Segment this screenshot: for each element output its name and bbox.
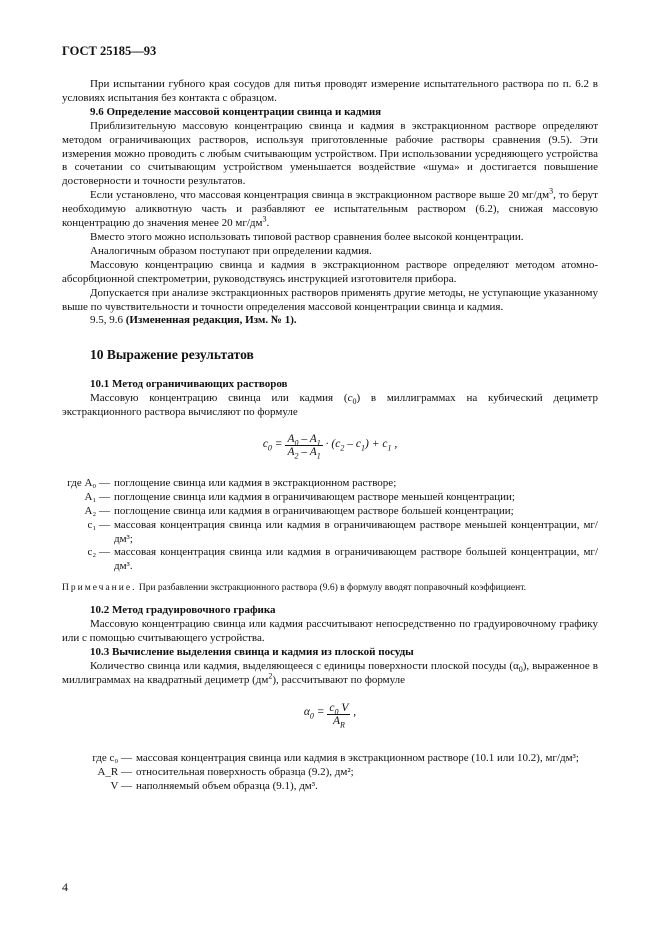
- definition-symbol: c₂ —: [87, 546, 110, 559]
- section-9-6-heading: 9.6 Определение массовой концентрации свинца и кадмия: [90, 105, 382, 118]
- definition-item: [62, 519, 598, 547]
- paragraph: Количество свинца или кадмия, выделяющееся с единицы поверхности плоской посуды $(\alpha_0)$, выраженное в миллиграммах на квадратный дециметр $(дм^2)$, рассчитывают по формуле: [62, 659, 598, 686]
- paragraph: Приблизительную массовую концентрацию свинца и кадмия в экстракционном растворе определяют методом ограничивающих растворов, используя приготовленные рабочие растворы сравнения (9.5). Эти измерения можно проводить с любым считывающим устройством. При использовании усредняющего устройства в сочетании со считывающим устройством уменьшается воздействие «шума» и достигается повышение достоверности и точности результатов.: [62, 119, 598, 188]
- paragraph: Аналогичным образом поступают при определении кадмия.: [90, 244, 372, 257]
- definition-symbol: где A₀ —: [67, 476, 110, 489]
- definition-symbol: c₁ —: [87, 518, 110, 531]
- note: Примечание. При разбавлении экстракционного раствора (9.6) в формулу вводят поправочный коэффициент.: [62, 583, 527, 594]
- paragraph: Массовую концентрацию свинца и кадмия в экстракционном растворе определяют методом атомно-абсорбционной спектрометрии, руководствуясь инструкцией изготовителя прибора.: [62, 258, 598, 285]
- formula-c0: $c_0$ = $\frac{A_0 - A_1}{A_2 - A_1}$ · $(c_2 - c_1) + c_1$ ,: [262, 432, 398, 461]
- definition-symbol: A₁ —: [84, 490, 110, 503]
- definition-symbol: A₂ —: [84, 504, 110, 517]
- document-body: [62, 78, 598, 793]
- definition-text: поглощение свинца или кадмия в ограничивающем растворе большей концентрации;: [114, 504, 514, 517]
- definition-text: массовая концентрация свинца или кадмия в ограничивающем растворе большей концентрации, мг/дм³.: [114, 546, 598, 573]
- definition-item: [62, 780, 598, 794]
- definition-item: [62, 766, 598, 780]
- paragraph: Вместо этого можно использовать типовой раствор сравнения более высокой концентрации.: [90, 230, 524, 243]
- document-header: ГОСТ 25185—93: [62, 44, 157, 58]
- definition-symbol: A_R —: [97, 765, 132, 778]
- section-10-2-heading: 10.2 Метод градуировочного графика: [90, 604, 276, 617]
- definition-item: [62, 505, 598, 519]
- definition-symbol: V —: [110, 779, 132, 792]
- definition-text: массовая концентрация свинца или кадмия в экстракционном растворе (10.1 или 10.2), мг/дм³;: [136, 751, 579, 764]
- definition-item: [62, 546, 598, 574]
- definition-text: относительная поверхность образца (9.2), дм²;: [136, 765, 354, 778]
- definition-item: [62, 477, 598, 491]
- definitions-list: [62, 477, 598, 574]
- paragraph: Допускается при анализе экстракционных растворов применять другие методы, не уступающие указанному выше по чувствительности и точности определения массовой концентрации свинца и кадмия.: [62, 286, 598, 313]
- definition-text: наполняемый объем образца (9.1), дм³.: [136, 779, 318, 792]
- intro-paragraph: При испытании губного края сосудов для питья проводят измерение испытательного раствора по п. 6.2 в условиях испытания без контакта с образцом.: [62, 78, 598, 104]
- definition-text: поглощение свинца или кадмия в экстракционном растворе;: [114, 476, 397, 489]
- definition-item: [62, 491, 598, 505]
- formula-alpha0: $\alpha_0$ = $\frac{c_0 V}{A_R}$ ,: [303, 701, 357, 730]
- paragraph: Массовую концентрацию свинца или кадмия $(c_0)$ в миллиграммах на кубический дециметр экстракционного раствора вычисляют по формуле: [62, 392, 599, 419]
- definition-symbol: где c₀ —: [92, 751, 132, 764]
- definition-text: массовая концентрация свинца или кадмия в ограничивающем растворе меньшей концентрации, мг/дм³;: [114, 518, 598, 545]
- paragraph: Массовую концентрацию свинца или кадмия рассчитывают непосредственно по градуировочному графику или с помощью считывающего устройства.: [62, 618, 598, 645]
- amendment-note: 9.5, 9.6 (Измененная редакция, Изм. № 1).: [90, 314, 297, 327]
- paragraph: Если установлено, что массовая концентрация свинца в экстракционном растворе выше 20 $мг/дм^3$, то берут необходимую аликвотную часть и разбавляют ее испытательным раствором (6.2), снижая массовую концентрацию до значения менее 20 $мг/дм^3$.: [62, 186, 598, 230]
- section-10-1-heading: 10.1 Метод ограничивающих растворов: [90, 378, 288, 391]
- section-10-3-heading: 10.3 Вычисление выделения свинца и кадмия из плоской посуды: [90, 646, 414, 658]
- definition-item: [62, 752, 598, 766]
- section-10-heading: 10 Выражение результатов: [90, 347, 254, 363]
- definitions-list: [62, 752, 598, 794]
- page-number: 4: [62, 880, 68, 894]
- definition-text: поглощение свинца или кадмия в ограничивающем растворе меньшей концентрации;: [114, 490, 515, 503]
